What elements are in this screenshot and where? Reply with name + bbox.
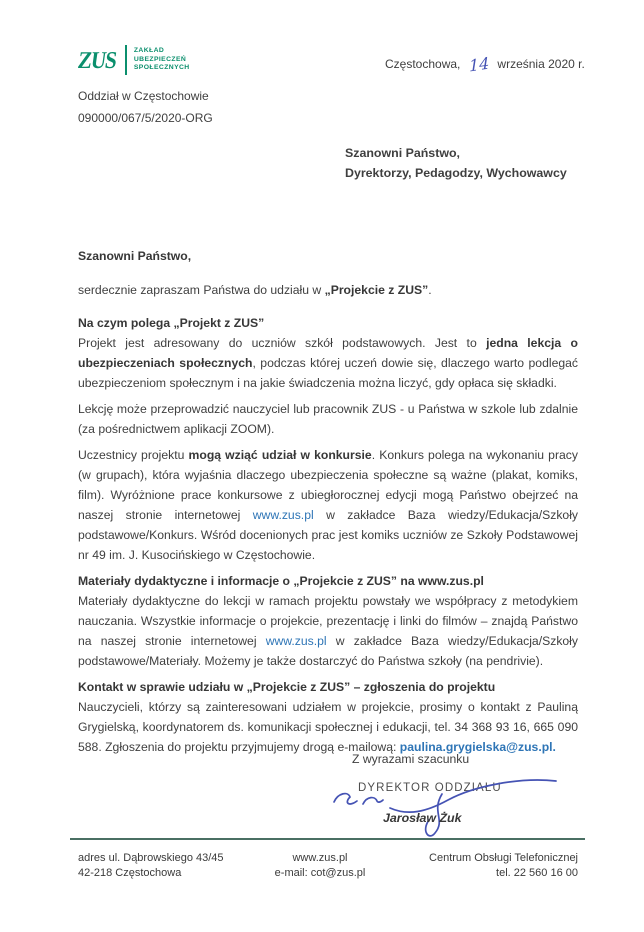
letter-heading xyxy=(78,313,578,333)
footer-cot-phone: tel. 22 560 16 00 xyxy=(496,866,578,879)
logo-divider-rule xyxy=(125,45,127,75)
text-segment: w zakładce Baza wiedzy/Edukacja/Szkoły podstawowe/Konkurs. Wśród docenionych prac jest komiks uczniów ze Szkoły Podstawowej nr 49 im. J. Kusocińskiego w Częstochowie. xyxy=(78,508,578,562)
addressee-line1: Szanowni Państwo, xyxy=(345,146,460,160)
text-segment: Projekt jest adresowany do uczniów szkół podstawowych. Jest to xyxy=(78,336,487,350)
branch-name: Oddział w Częstochowie xyxy=(78,89,209,103)
text-segment: mogą wziąć udział w konkursie xyxy=(188,448,372,462)
date-rest: września 2020 r. xyxy=(497,57,585,71)
text-segment: Materiały dydaktyczne i informacje o „Projekcie z ZUS” na www.zus.pl xyxy=(78,574,484,588)
footer-address-line1: adres ul. Dąbrowskiego 43/45 xyxy=(78,852,224,864)
logo-caption-line: SPOŁECZNYCH xyxy=(133,64,190,72)
text-segment: . xyxy=(428,283,432,297)
text-segment: Na czym polega „Projekt z ZUS” xyxy=(78,316,265,330)
zus-logo-mark: ZUS xyxy=(76,45,118,74)
letter-paragraph xyxy=(78,280,578,300)
letter-paragraph xyxy=(78,591,578,671)
logo-caption xyxy=(134,47,190,73)
footer-address xyxy=(78,851,224,880)
letter-paragraph xyxy=(78,697,578,757)
footer-address-line2: 42-218 Częstochowa xyxy=(78,866,182,879)
addressee-line2: Dyrektorzy, Pedagodzy, Wychowawcy xyxy=(345,166,567,180)
date-city: Częstochowa, xyxy=(385,57,461,71)
text-segment: Lekcję może przeprowadzić nauczyciel lub pracownik ZUS - u Państwa w szkole lub zdalnie (za pośrednictwem aplikacji ZOOM). xyxy=(78,402,578,436)
footer-cot xyxy=(378,851,578,880)
inline-link: paulina.grygielska@zus.pl. xyxy=(399,740,556,754)
footer-email: e-mail: cot@zus.pl xyxy=(274,866,366,879)
text-segment: Uczestnicy projektu xyxy=(78,448,189,462)
inline-link: www.zus.pl xyxy=(265,634,327,648)
text-segment: , podczas której uczeń dowie się, dlaczego warto podlegać ubezpieczeniom społecznym i na jakie świadczenia można liczyć, gdy opłaca się składki. xyxy=(78,356,578,390)
reference-number: 090000/067/5/2020-ORG xyxy=(78,111,213,125)
closing-line: Z wyrazami szacunku xyxy=(352,752,470,766)
text-segment: „Projekcie z ZUS” xyxy=(324,283,429,297)
text-segment: . Konkurs polega na wykonaniu pracy (w grupach), która wyjaśnia dlaczego ubezpieczenia społeczne są ważne (plakat, komiks, film). Wyróżnione prace konkursowe z ubiegłorocznej edycji mogą Państwo obejrzeć na naszej stronie internetowej xyxy=(78,448,578,522)
director-title: DYREKTOR ODDZIAŁU xyxy=(358,782,502,794)
logo-caption-line: UBEZPIECZEŃ xyxy=(133,55,187,63)
text-segment: serdecznie zapraszam Państwa do udziału w xyxy=(78,283,325,297)
footer-divider xyxy=(70,838,585,840)
letter-paragraph xyxy=(78,399,578,439)
footer-website: www.zus.pl xyxy=(292,852,348,864)
zus-logo xyxy=(78,45,190,75)
text-segment: Kontakt w sprawie udziału w „Projekcie z ZUS” – zgłoszenia do projektu xyxy=(78,680,496,694)
letter-paragraph xyxy=(78,445,578,565)
text-segment: w zakładce Baza wiedzy/Edukacja/Szkoły podstawowe/Materiały. Możemy je także dostarczyć do Państwa szkoły (na pendrivie). xyxy=(78,634,578,668)
text-segment: jedna lekcja o ubezpieczeniach społecznych xyxy=(78,336,578,370)
handwritten-day: 14 xyxy=(468,53,490,76)
inline-link: www.zus.pl xyxy=(252,508,314,522)
letter-body xyxy=(78,246,578,763)
text-segment: Szanowni Państwo, xyxy=(78,249,192,263)
letter-paragraph xyxy=(78,246,578,266)
text-segment: Nauczycieli, którzy są zainteresowani udziałem w projekcie, prosimy o kontakt z Pauliną Grygielską, koordynatorem ds. komunikacji społecznej i edukacji, tel. 34 368 93 16, 665 090 588. Zgłoszenia do projektu przyjmujemy drogą e-mailową: xyxy=(78,700,578,754)
handwritten-signature-icon xyxy=(322,772,566,844)
text-segment: Materiały dydaktyczne do lekcji w ramach projektu powstały we współpracy z metodykiem nauczania. Wszystkie informacje o projekcie, prezentację i linki do filmów – znajdą Państwo na naszej stronie internetowej xyxy=(78,594,578,648)
letter-paragraph xyxy=(78,333,578,393)
footer-cot-name: Centrum Obsługi Telefonicznej xyxy=(429,852,578,864)
logo-caption-line: ZAKŁAD xyxy=(133,47,165,55)
date-line xyxy=(385,55,585,74)
footer-contact-web xyxy=(240,851,400,880)
addressee-block xyxy=(345,143,567,183)
letter-heading xyxy=(78,677,578,697)
signer-name: Jarosław Żuk xyxy=(383,811,462,825)
letter-heading xyxy=(78,571,578,591)
